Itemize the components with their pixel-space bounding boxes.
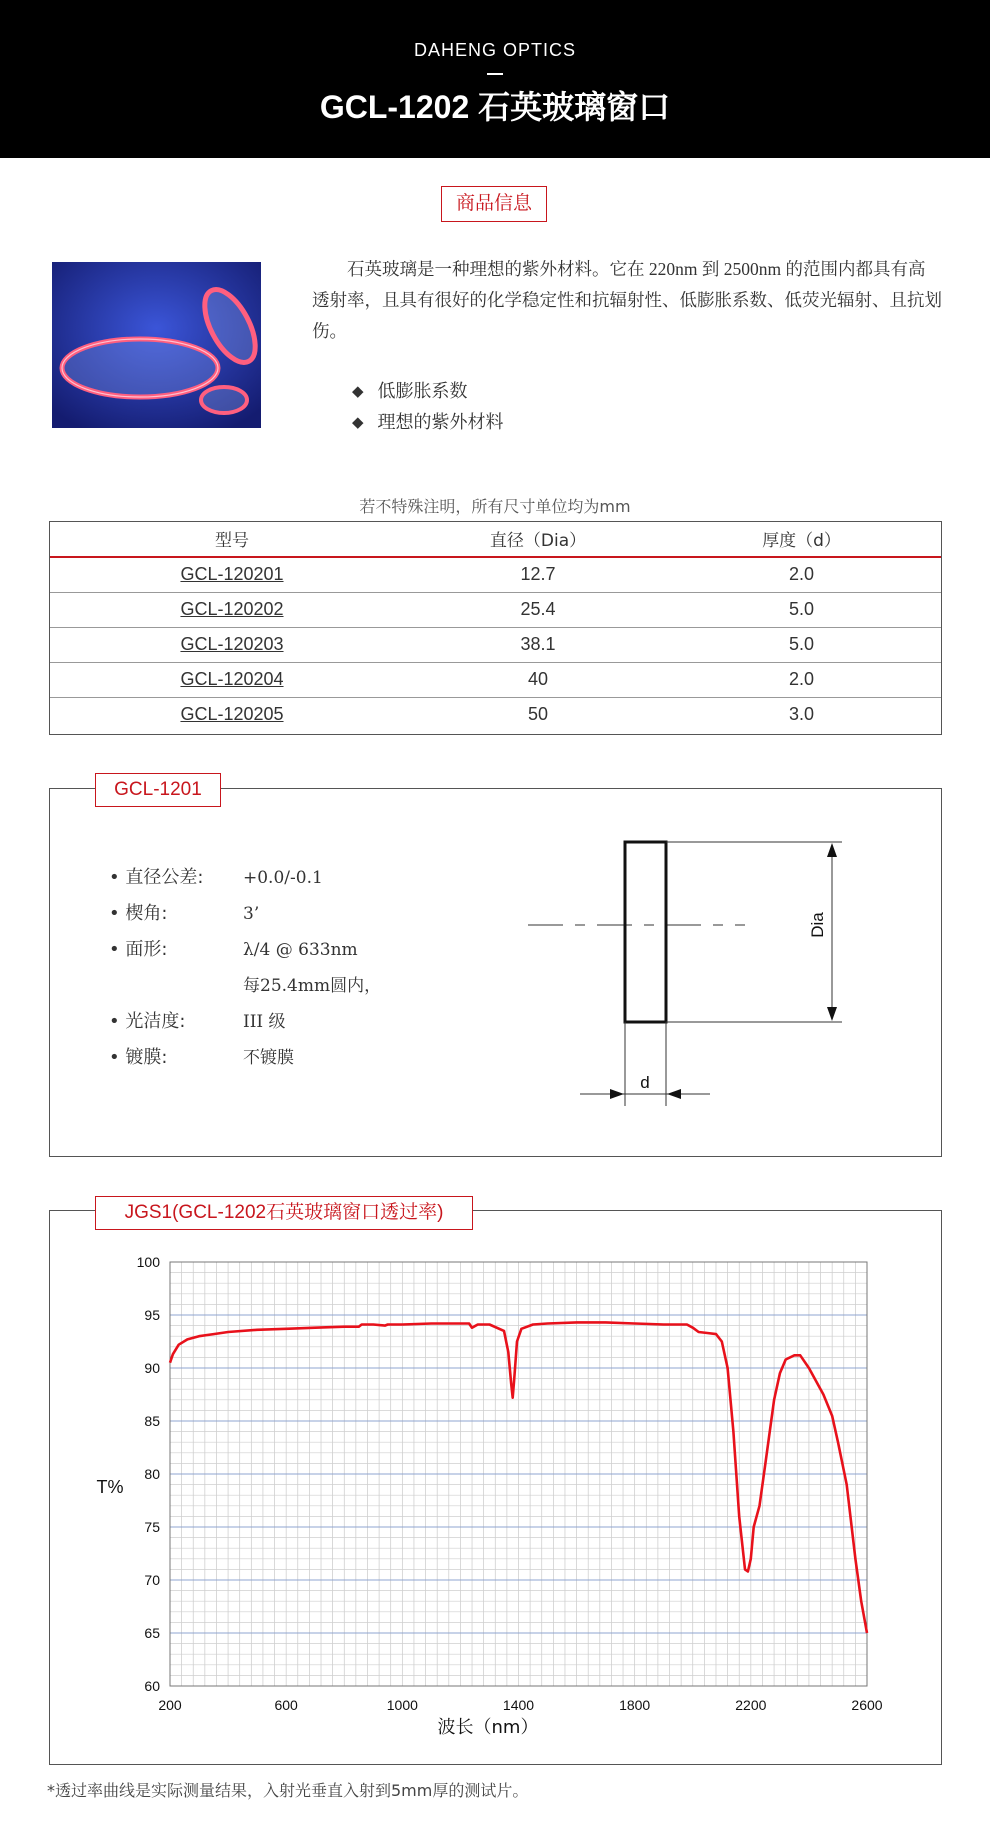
spec-box-tag: GCL-1201 — [95, 773, 221, 807]
diamond-bullet-icon: ◆ — [352, 413, 364, 431]
table-row — [49, 697, 942, 732]
thickness-cell: 3.0 — [788, 704, 815, 725]
x-tick-label: 600 — [274, 1697, 298, 1713]
header-divider — [487, 73, 503, 75]
x-tick-label: 1000 — [386, 1697, 418, 1713]
table-row — [49, 592, 942, 627]
model-link[interactable]: GCL-120205 — [180, 704, 284, 725]
dia-label: Dia — [808, 912, 827, 938]
thickness-cell: 2.0 — [661, 557, 942, 592]
page-title: GCL-1202 石英玻璃窗口 — [319, 89, 671, 125]
y-tick-label: 95 — [144, 1307, 160, 1323]
column-header-model: 型号 — [49, 521, 415, 557]
x-tick-label: 1800 — [619, 1697, 651, 1713]
product-description: 石英玻璃是一种理想的紫外材料。它在 220nm 到 2500nm 的范围内都具有高透射率，且具有很好的化学稳定性和抗辐射性、低膨胀系数、低荧光辐射、且抗划伤。 — [312, 259, 942, 341]
y-axis-ticks — [137, 1254, 161, 1694]
y-tick-label: 75 — [144, 1519, 160, 1535]
x-axis-ticks — [158, 1697, 882, 1713]
section-tag-product-info: 商品信息 — [441, 186, 547, 222]
window-dimension-diagram — [520, 830, 860, 1110]
d-label: d — [640, 1073, 650, 1092]
diameter-cell: 40 — [415, 662, 661, 697]
list-item: ◆ 理想的紫外材料 — [352, 407, 504, 438]
y-axis-label: T% — [96, 1477, 124, 1497]
thickness-cell: 5.0 — [661, 627, 942, 662]
thickness-cell: 5.0 — [661, 592, 942, 627]
y-tick-label: 85 — [144, 1413, 160, 1429]
brand-name: DAHENG OPTICS — [413, 40, 577, 60]
chart-box-tag: JGS1(GCL-1202石英玻璃窗口透过率) — [95, 1196, 473, 1230]
x-axis-label: 波长（nm） — [437, 1717, 539, 1738]
footnote: *透过率曲线是实际测量结果，入射光垂直入射到5mm厚的测试片。 — [47, 1781, 529, 1800]
model-link[interactable]: GCL-120204 — [180, 669, 284, 689]
spec-table — [49, 521, 942, 732]
y-tick-label: 80 — [144, 1466, 160, 1482]
diameter-cell: 38.1 — [415, 627, 661, 662]
chart-grid — [170, 1262, 867, 1686]
feature-list — [352, 376, 504, 438]
table-row — [49, 557, 942, 592]
y-tick-label: 70 — [144, 1572, 160, 1588]
product-photo — [52, 262, 261, 428]
diameter-cell: 12.7 — [415, 557, 661, 592]
model-link[interactable]: GCL-120203 — [180, 634, 284, 654]
page-header — [0, 0, 990, 158]
window-profile — [625, 842, 666, 1022]
model-link[interactable]: GCL-120202 — [180, 599, 284, 619]
thickness-cell: 2.0 — [661, 662, 942, 697]
unit-note: 若不特殊注明，所有尺寸单位均为mm — [359, 497, 631, 516]
column-header-diameter: 直径（Dia） — [415, 521, 661, 557]
x-tick-label: 1400 — [502, 1697, 535, 1713]
x-tick-label: 2600 — [851, 1697, 883, 1713]
diameter-cell: 50 — [527, 704, 549, 725]
y-tick-label: 100 — [136, 1254, 160, 1270]
table-row — [49, 627, 942, 662]
y-tick-label: 65 — [144, 1625, 160, 1641]
transmission-chart — [80, 1240, 890, 1750]
diameter-cell: 25.4 — [415, 592, 661, 627]
model-link[interactable]: GCL-120201 — [180, 564, 284, 585]
table-row — [49, 662, 942, 697]
y-tick-label: 60 — [144, 1678, 160, 1694]
column-header-thickness: 厚度（d） — [661, 521, 942, 557]
x-tick-label: 2200 — [735, 1697, 767, 1713]
list-item: ◆ 低膨胀系数 — [352, 376, 504, 407]
y-tick-label: 90 — [144, 1360, 160, 1376]
table-header-row — [49, 521, 942, 557]
x-tick-label: 200 — [158, 1697, 182, 1713]
diamond-bullet-icon: ◆ — [352, 382, 364, 400]
